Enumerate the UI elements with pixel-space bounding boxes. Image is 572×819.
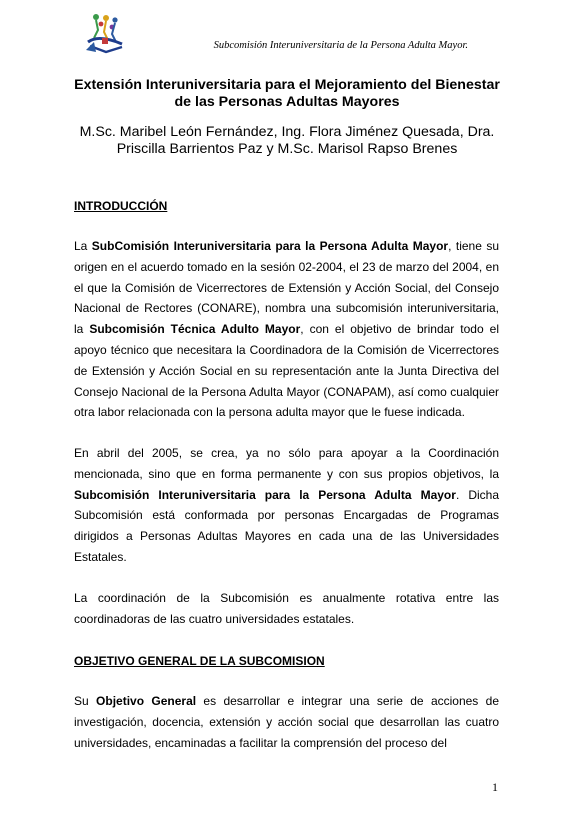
introduction-heading: INTRODUCCIÓN [74, 199, 168, 213]
title-line-2: de las Personas Adultas Mayores [174, 93, 400, 110]
text-run: es desarrollar e integrar una serie de acciones de investigación, docencia, extensión y acción social que desarrollan las cuatro universidades, encaminadas a facilitar la comprensión del proceso del [74, 694, 499, 750]
objective-paragraph-1 [74, 691, 499, 753]
authors [60, 124, 514, 158]
bold-run: Subcomisión Interuniversitaria para la Persona Adulta Mayor [74, 487, 456, 502]
text-run: La [74, 239, 92, 253]
document-title [60, 77, 514, 110]
running-header: Subcomisión Interuniversitaria de la Persona Adulta Mayor. [213, 40, 468, 51]
text-run: . Dicha Subcomisión está conformada por personas Encargadas de Programas dirigidos a Personas Adultas Mayores en cada una de las Universidades Estatales. [74, 487, 499, 564]
objective-heading: OBJETIVO GENERAL DE LA SUBCOMISION [74, 654, 325, 668]
text-run: , con el objetivo de brindar todo el apoyo técnico que necesitara la Coordinadora de la Comisión de Vicerrectores de Extensión y Acción Social en su representación ante la Junta Directiva del Consejo Nacional de la Persona Adulta Mayor (CONAPAM), así como cualquier otra labor relacionada con la persona adulta mayor que le fuese indicada. [74, 322, 499, 420]
authors-line-2: Priscilla Barrientos Paz y M.Sc. Marisol Rapso Brenes [116, 141, 458, 157]
intro-paragraph-3: La coordinación de la Subcomisión es anualmente rotativa entre las coordinadoras de las cuatro universidades estatales. [74, 591, 499, 626]
authors-line-1: M.Sc. Maribel León Fernández, Ing. Flora Jiménez Quesada, Dra. [79, 124, 495, 140]
title-line-1: Extensión Interuniversitaria para el Mejoramiento del Bienestar [74, 77, 500, 93]
bold-run: Subcomisión Técnica Adulto Mayor [89, 322, 301, 337]
text-run: Su [74, 694, 97, 708]
text-run: En abril del 2005, se crea, ya no sólo para apoyar a la Coordinación mencionada, sino que en forma permanente y con sus propios objetivos, la [74, 446, 499, 481]
page-number: 1 [492, 780, 498, 794]
text-run: , tiene su origen en el acuerdo tomado en la sesión 02-2004, el 23 de marzo del 2004, en el que la Comisión de Vicerrectores de Extensión y Acción Social, del Consejo Nacional de Rectores (CONARE), nombra una subcomisión interuniversitaria, la [74, 239, 500, 337]
intro-paragraph-2 [74, 443, 499, 568]
bold-run: Objetivo General [96, 694, 197, 708]
bold-run: SubComisión Interuniversitaria para la Persona Adulta Mayor [91, 239, 449, 253]
intro-paragraph-1 [74, 236, 499, 423]
